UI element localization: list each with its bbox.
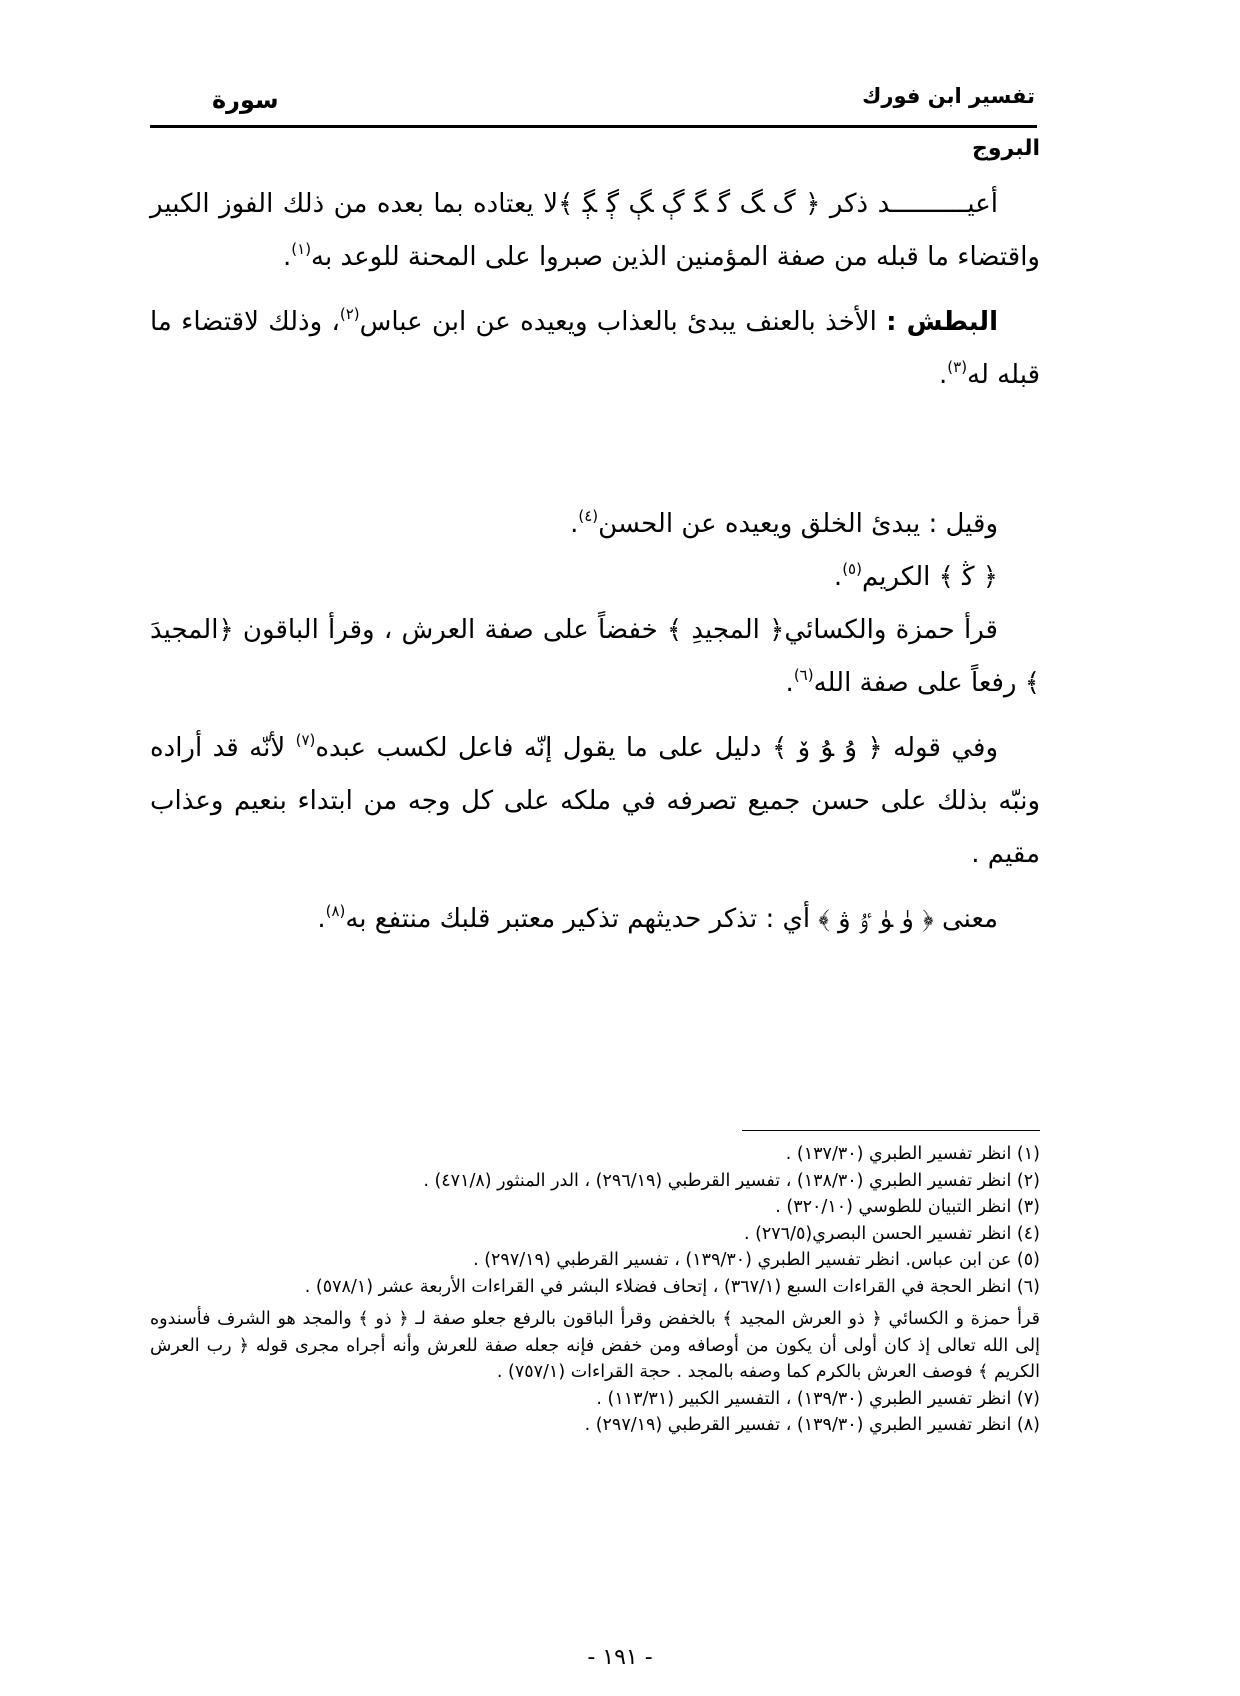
footnote-4: (٤) انظر تفسير الحسن البصري(٢٧٦/٥) . xyxy=(743,1223,1040,1244)
period: . xyxy=(570,509,579,539)
paragraph-7 xyxy=(150,893,1040,946)
footnote-1: (١) انظر تفسير الطبري (١٣٧/٣٠) . xyxy=(785,1144,1040,1164)
footnote-8: (٨) انظر تفسير الطبري (١٣٩/٣٠) ، تفسير القرطبي (٢٩٧/١٩) . xyxy=(584,1415,1040,1435)
footnote-2: (٢) انظر تفسير الطبري (١٣٨/٣٠) ، تفسير القرطبي (٢٩٦/١٩) ، الدر المنثور (٤٧١/٨) . xyxy=(423,1170,1040,1191)
paragraph-2-text-b: ، وذلك لاقتضاء ما قبله له xyxy=(150,307,1040,390)
paragraph-4 xyxy=(150,551,1040,604)
paragraph-3 xyxy=(150,498,1040,551)
period: . xyxy=(317,904,326,934)
period: . xyxy=(283,242,292,272)
period: . xyxy=(939,360,948,390)
footnote-ref-4: (٤) xyxy=(578,507,599,525)
running-header-book-title: تفسير ابن فورك xyxy=(862,84,1035,108)
paragraph-2-text-a: الأخذ بالعنف يبدئ بالعذاب ويعيده عن ابن عباس xyxy=(359,307,887,337)
term-batsh: البطش : xyxy=(886,307,998,337)
period: . xyxy=(833,562,843,592)
footnote-6: (٦) انظر الحجة في القراءات السبع (٣٦٧/١) ، إتحاف فضلاء البشر في القراءات الأربعة عشر (٥٧٨/١) . xyxy=(304,1276,1040,1297)
running-header-section: سورة xyxy=(212,86,279,114)
footnote-6-note: قرأ حمزة و الكسائي ﴿ ذو العرش المجيد ﴾ بالخفض وقرأ الباقون بالرفع جعلو صفة لـ ﴿ ذو ﴾ والمجد هو الشرف فأسندوه إلى الله تعالى إذ كان أولى أن يكون من أوصافه ومن خفض فإنه جعله صفة للعرش وأنه أجراه مجرى قوله ﴿ رب العرش الكريم ﴾ فوصف العرش بالكرم كما وصفه بالمجد . حجة القراءات (٧٥٧/١) . xyxy=(150,1309,1040,1382)
paragraph-6 xyxy=(150,722,1040,881)
footnote-ref-6: (٦) xyxy=(793,666,814,684)
footnote-3: (٣) انظر التبيان للطوسي (٣٢٠/١٠) . xyxy=(775,1197,1040,1217)
paragraph-1-text: أعيــــــــــد ذكر ﴿ ﮒ ﮓ ﮔ ﮕ ﮖ ﮗ ﮘ ﮙ ﴾لا يعتاده بما بعده من ذلك الفوز الكبير واقتضاء ما قبله من صفة المؤمنين الذين صبروا على المحنة للوعد به xyxy=(150,189,1040,272)
period: . xyxy=(785,668,794,698)
footnote-ref-5: (٥) xyxy=(842,560,862,578)
paragraph-2 xyxy=(150,296,1040,402)
footnote-ref-2: (٢) xyxy=(339,305,360,323)
footnotes xyxy=(150,1141,1040,1439)
footnote-5: (٥) عن ابن عباس. انظر تفسير الطبري (١٣٩/٣٠) ، تفسير القرطبي (٢٩٧/١٩) . xyxy=(473,1250,1040,1270)
paragraph-7-text: معنى ﴿ ﯛ ﯜ ﯝ ﯞ ﴾ أي : تذكر حديثهم تذكير معتبر قلبك منتفع به xyxy=(345,904,998,934)
main-text xyxy=(150,178,1040,946)
paragraph-6-text-a: وفي قوله ﴿ ﯗ ﯘ ﯙ ﴾ دليل على ما يقول إنّه فاعل لكسب عبده xyxy=(315,733,998,763)
surah-name: البروج xyxy=(972,136,1040,161)
footnote-ref-8: (٨) xyxy=(325,902,346,920)
paragraph-6-text-b: لأنّه قد أراده ونبّه بذلك على حسن جميع تصرفه في ملكه على كل وجه من ابتداء بنعيم وعذاب مقيم . xyxy=(150,733,1040,869)
paragraph-3-text: وقيل : يبدئ الخلق ويعيده عن الحسن xyxy=(598,509,998,539)
paragraph-4-text: ﴿ ﯕ ﴾ الكريم xyxy=(861,562,998,592)
footnote-separator xyxy=(742,1130,1040,1131)
footnote-ref-7: (٧) xyxy=(295,731,316,749)
page-number: - ١٩١ - xyxy=(587,1645,653,1670)
paragraph-1 xyxy=(150,178,1040,284)
paragraph-5-text: قرأ حمزة والكسائي﴿ المجيدِ ﴾ خفضاً على صفة العرش ، وقرأ الباقون ﴿المجيدَ ﴾ رفعاً على صفة الله xyxy=(150,615,1040,698)
footnote-7: (٧) انظر تفسير الطبري (١٣٩/٣٠) ، التفسير الكبير (١١٣/٣١) . xyxy=(596,1388,1040,1409)
paragraph-5 xyxy=(150,604,1040,710)
footnote-ref-1: (١) xyxy=(291,240,312,258)
footnote-ref-3: (٣) xyxy=(947,358,968,376)
header-rule xyxy=(150,125,1037,128)
